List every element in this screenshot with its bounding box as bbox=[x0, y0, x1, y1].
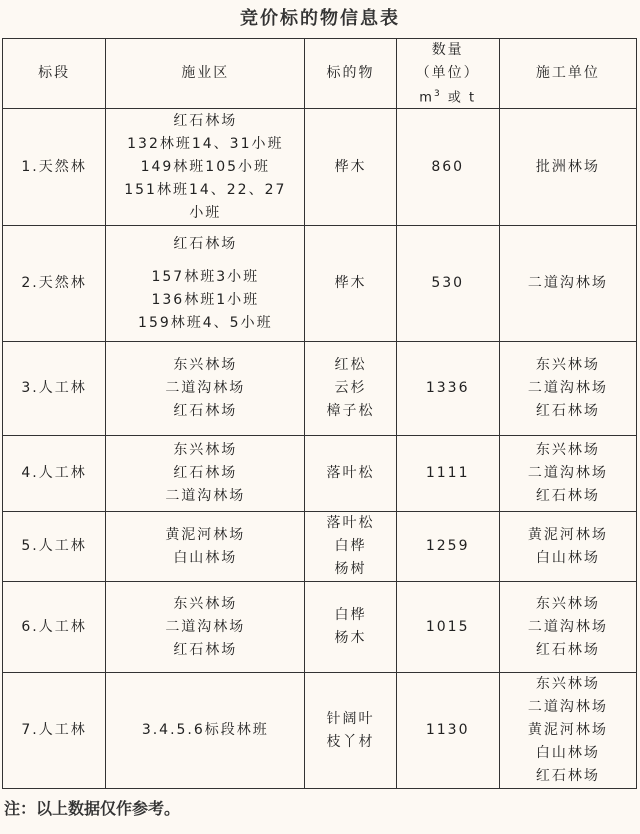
cell-area bbox=[106, 673, 305, 789]
cell-contractor-line: 白山林场 bbox=[535, 549, 600, 566]
cell-contractor bbox=[499, 226, 636, 342]
cell-contractor-line: 批洲林场 bbox=[535, 158, 600, 175]
cell-subject-line: 枝丫材 bbox=[326, 733, 375, 750]
cell-subject-line: 针阔叶 bbox=[326, 710, 375, 727]
cell-contractor-line: 红石林场 bbox=[535, 488, 600, 504]
cell-subject-line: 红松 bbox=[334, 357, 367, 373]
unit-m: m bbox=[419, 90, 434, 106]
cell-subject-line: 落叶松 bbox=[326, 465, 375, 481]
table-row bbox=[3, 673, 637, 789]
header-section: 标段 bbox=[3, 39, 106, 109]
cell-contractor-line: 二道沟林场 bbox=[527, 380, 608, 396]
cell-area-line: 二道沟林场 bbox=[165, 488, 246, 504]
cell-quantity: 1015 bbox=[396, 582, 499, 673]
cell-area-line: 159林班4、5小班 bbox=[138, 314, 273, 331]
cell-area-line: 157林班3小班 bbox=[151, 268, 260, 285]
cell-section: 7.人工林 bbox=[3, 673, 106, 789]
cell-area-line: 红石林场 bbox=[173, 465, 238, 481]
cell-contractor bbox=[499, 109, 636, 226]
cell-area-line: 黄泥河林场 bbox=[165, 526, 246, 543]
cell-contractor-line: 东兴林场 bbox=[535, 357, 600, 373]
cell-area-line: 小班 bbox=[189, 204, 222, 221]
cell-area-line: 红石林场 bbox=[173, 112, 238, 129]
table-row bbox=[3, 226, 637, 342]
cell-area bbox=[106, 436, 305, 512]
cell-quantity: 1336 bbox=[396, 342, 499, 436]
header-subject: 标的物 bbox=[305, 39, 396, 109]
footnote: 注：以上数据仅作参考。 bbox=[4, 799, 181, 818]
cell-contractor bbox=[499, 512, 636, 582]
cell-contractor-line: 二道沟林场 bbox=[527, 618, 608, 635]
cell-subject bbox=[305, 226, 396, 342]
cell-section: 1.天然林 bbox=[3, 109, 106, 226]
cell-area-line: 136林班1小班 bbox=[151, 291, 260, 308]
cell-area-line: 149林班105小班 bbox=[140, 158, 271, 175]
header-quantity-line2: （单位） bbox=[415, 65, 480, 82]
header-area: 施业区 bbox=[106, 39, 305, 109]
cell-contractor-line: 红石林场 bbox=[535, 641, 600, 658]
cell-area bbox=[106, 226, 305, 342]
cell-section: 5.人工林 bbox=[3, 512, 106, 582]
cell-area-line: 二道沟林场 bbox=[165, 618, 246, 635]
table-row bbox=[3, 109, 637, 226]
cell-area-line: 132林班14、31小班 bbox=[127, 135, 284, 152]
cell-subject-line: 桦木 bbox=[334, 158, 367, 175]
cell-subject bbox=[305, 436, 396, 512]
cell-area-line: 二道沟林场 bbox=[165, 380, 246, 396]
header-contractor: 施工单位 bbox=[499, 39, 636, 109]
cell-subject bbox=[305, 673, 396, 789]
cell-subject-line: 杨树 bbox=[334, 561, 367, 577]
cell-contractor bbox=[499, 582, 636, 673]
cell-area-line: 红石林场 bbox=[173, 641, 238, 658]
cell-contractor-line: 东兴林场 bbox=[535, 595, 600, 612]
table-header-row bbox=[3, 39, 637, 109]
cell-area-line: 东兴林场 bbox=[173, 357, 238, 373]
header-quantity bbox=[396, 39, 499, 109]
cell-area bbox=[106, 109, 305, 226]
cell-quantity: 860 bbox=[396, 109, 499, 226]
cell-quantity: 1111 bbox=[396, 436, 499, 512]
cell-area bbox=[106, 342, 305, 436]
cell-section: 3.人工林 bbox=[3, 342, 106, 436]
cell-contractor-line: 红石林场 bbox=[535, 403, 600, 419]
bid-info-table bbox=[2, 38, 637, 789]
cell-subject-line: 桦木 bbox=[334, 275, 367, 291]
cell-area bbox=[106, 512, 305, 582]
cell-subject-line: 白桦 bbox=[334, 607, 367, 623]
header-quantity-unit bbox=[397, 85, 499, 107]
cell-subject-line: 落叶松 bbox=[326, 515, 375, 531]
cell-contractor-line: 二道沟林场 bbox=[527, 275, 608, 291]
table-row bbox=[3, 582, 637, 673]
cell-subject-line: 白桦 bbox=[334, 538, 367, 554]
cell-subject bbox=[305, 512, 396, 582]
cell-subject-line: 云杉 bbox=[334, 380, 367, 396]
cell-quantity: 1130 bbox=[396, 673, 499, 789]
cell-area-line: 东兴林场 bbox=[173, 595, 238, 612]
cell-area-line: 东兴林场 bbox=[173, 442, 238, 458]
cell-section: 6.人工林 bbox=[3, 582, 106, 673]
table-row bbox=[3, 342, 637, 436]
cell-subject-line: 樟子松 bbox=[326, 403, 375, 419]
cell-contractor-line: 东兴林场 bbox=[535, 442, 600, 458]
cell-section: 2.天然林 bbox=[3, 226, 106, 342]
cell-subject bbox=[305, 342, 396, 436]
page-title: 竞价标的物信息表 bbox=[240, 8, 400, 29]
table-row bbox=[3, 436, 637, 512]
cell-contractor-line: 二道沟林场 bbox=[527, 699, 608, 715]
cell-contractor-line: 二道沟林场 bbox=[527, 465, 608, 481]
cell-area-line: 红石林场 bbox=[173, 403, 238, 419]
cell-area-line: 白山林场 bbox=[173, 549, 238, 566]
cell-contractor bbox=[499, 673, 636, 789]
cell-section: 4.人工林 bbox=[3, 436, 106, 512]
cell-contractor bbox=[499, 342, 636, 436]
cell-area-line: 红石林场 bbox=[173, 235, 238, 252]
cell-contractor-line: 东兴林场 bbox=[535, 676, 600, 692]
header-quantity-line1: 数量 bbox=[431, 42, 464, 59]
unit-rest: 或 t bbox=[441, 90, 477, 106]
unit-sup: 3 bbox=[433, 89, 442, 100]
cell-subject-line: 杨木 bbox=[334, 630, 367, 646]
table-row bbox=[3, 512, 637, 582]
cell-contractor-line: 黄泥河林场 bbox=[527, 526, 608, 543]
cell-contractor-line: 白山林场 bbox=[535, 745, 600, 761]
cell-area-line: 3.4.5.6标段林班 bbox=[141, 722, 269, 738]
cell-area-line: 151林班14、22、27 bbox=[124, 181, 287, 198]
cell-subject bbox=[305, 582, 396, 673]
cell-contractor-line: 黄泥河林场 bbox=[527, 722, 608, 738]
cell-subject bbox=[305, 109, 396, 226]
cell-quantity: 1259 bbox=[396, 512, 499, 582]
cell-area bbox=[106, 582, 305, 673]
spacer bbox=[106, 256, 304, 266]
cell-quantity: 530 bbox=[396, 226, 499, 342]
cell-contractor bbox=[499, 436, 636, 512]
cell-contractor-line: 红石林场 bbox=[535, 768, 600, 784]
